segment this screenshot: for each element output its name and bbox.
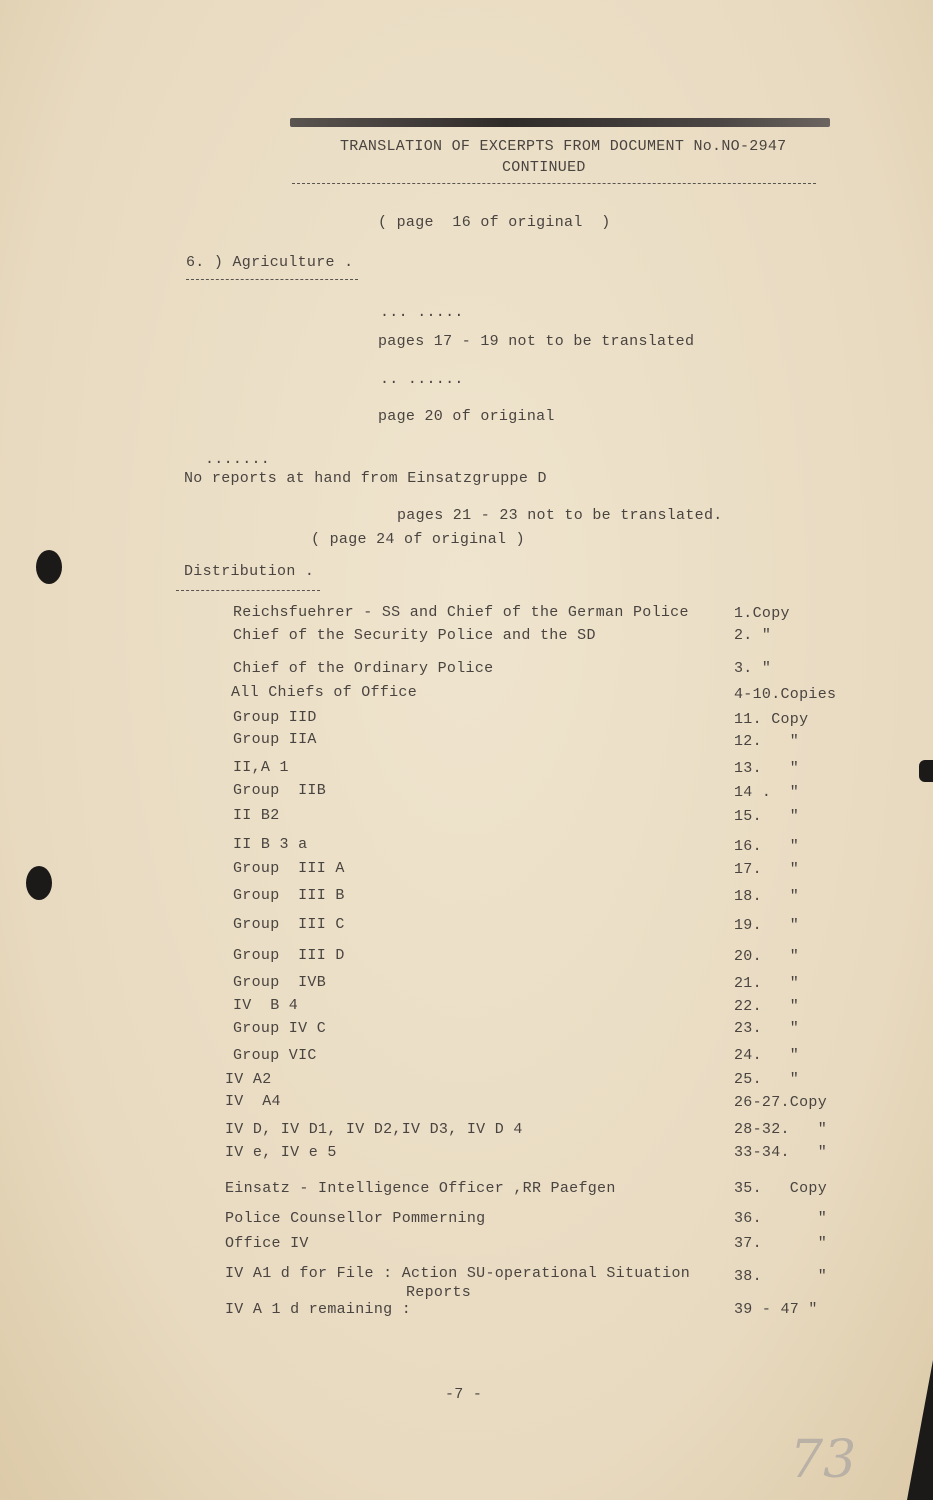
section-heading: 6. ) Agriculture . [186, 254, 354, 271]
dist-copy: 1.Copy [734, 605, 790, 622]
dist-name: Office IV [225, 1235, 309, 1252]
dist-name: Group III B [233, 887, 345, 904]
dist-copy: 16. " [734, 838, 800, 855]
dist-name: II B2 [233, 807, 280, 824]
dist-copy: 21. " [734, 975, 800, 992]
punch-hole-lower [26, 866, 52, 900]
dist-name: IV A2 [225, 1071, 272, 1088]
pages-21-23-note: pages 21 - 23 not to be translated. [397, 507, 723, 524]
page-ref-24: ( page 24 of original ) [311, 531, 525, 548]
dist-name: Chief of the Ordinary Police [233, 660, 494, 677]
ellipsis-2: .. ...... [380, 371, 464, 388]
section-underline [186, 279, 358, 280]
distribution-heading: Distribution . [184, 563, 315, 580]
dist-copy: 15. " [734, 808, 800, 825]
dist-copy: 36. " [734, 1210, 828, 1227]
dist-copy: 11. Copy [734, 711, 809, 728]
dist-name: IV B 4 [233, 997, 299, 1014]
dist-name: Group IIA [233, 731, 317, 748]
page-20-note: page 20 of original [378, 408, 555, 425]
dist-copy: 12. " [734, 733, 800, 750]
ellipsis-1: ... ..... [380, 304, 464, 321]
dist-name: IV A 1 d remaining : [225, 1301, 412, 1318]
dist-copy: 22. " [734, 998, 800, 1015]
dist-name: IV A1 d for File : Action SU-operational Situation [225, 1265, 691, 1282]
dist-name: Group IID [233, 709, 317, 726]
dist-copy: 20. " [734, 948, 800, 965]
header-divider [292, 183, 816, 184]
header-title: TRANSLATION OF EXCERPTS FROM DOCUMENT No.NO-2947 [340, 138, 787, 155]
dist-name: Reichsfuehrer - SS and Chief of the German Police [233, 604, 689, 621]
dist-copy: 38. " [734, 1268, 828, 1285]
dist-name: Einsatz - Intelligence Officer ,RR Paefgen [225, 1180, 616, 1197]
page-ref-16: ( page 16 of original ) [378, 214, 611, 231]
dist-copy: 18. " [734, 888, 800, 905]
dist-copy: 17. " [734, 861, 800, 878]
dist-copy: 19. " [734, 917, 800, 934]
dist-name: Group IVB [233, 974, 327, 991]
dist-name: Chief of the Security Police and the SD [233, 627, 596, 644]
dist-name: IV e, IV e 5 [225, 1144, 337, 1161]
dist-name: All Chiefs of Office [231, 684, 418, 701]
dist-copy: 28-32. " [734, 1121, 828, 1138]
distribution-underline [176, 590, 320, 591]
dist-copy: 33-34. " [734, 1144, 828, 1161]
header-strikethrough-bar [290, 118, 830, 127]
handwritten-folio-number: 73 [790, 1430, 857, 1490]
dist-copy: 3. " [734, 660, 772, 677]
dist-name: II,A 1 [233, 759, 289, 776]
pages-17-19-note: pages 17 - 19 not to be translated [378, 333, 695, 350]
dist-copy: 37. " [734, 1235, 828, 1252]
dist-copy: 23. " [734, 1020, 800, 1037]
dist-copy: 14 . " [734, 784, 800, 801]
dist-copy: 26-27.Copy [734, 1094, 828, 1111]
dist-name: IV D, IV D1, IV D2,IV D3, IV D 4 [225, 1121, 523, 1138]
dist-name: Group III A [233, 860, 345, 877]
dist-copy: 24. " [734, 1047, 800, 1064]
torn-corner [907, 1360, 933, 1500]
dist-copy: 39 - 47 " [734, 1301, 818, 1318]
dist-copy: 2. " [734, 627, 772, 644]
punch-hole-upper [36, 550, 62, 584]
dist-name-continued: Reports [406, 1284, 472, 1301]
edge-tab [919, 760, 933, 782]
ellipsis-3: ....... [205, 451, 271, 468]
page-number: -7 - [445, 1386, 483, 1403]
dist-copy: 4-10.Copies [734, 686, 837, 703]
dist-copy: 13. " [734, 760, 800, 777]
dist-name: Group III D [233, 947, 345, 964]
dist-name: Group IV C [233, 1020, 327, 1037]
no-reports-note: No reports at hand from Einsatzgruppe D [184, 470, 547, 487]
dist-name: IV A4 [225, 1093, 281, 1110]
dist-name: II B 3 a [233, 836, 308, 853]
dist-name: Police Counsellor Pommerning [225, 1210, 486, 1227]
dist-copy: 35. Copy [734, 1180, 828, 1197]
header-subtitle: CONTINUED [502, 159, 586, 176]
dist-copy: 25. " [734, 1071, 800, 1088]
dist-name: Group VIC [233, 1047, 317, 1064]
dist-name: Group IIB [233, 782, 327, 799]
dist-name: Group III C [233, 916, 345, 933]
